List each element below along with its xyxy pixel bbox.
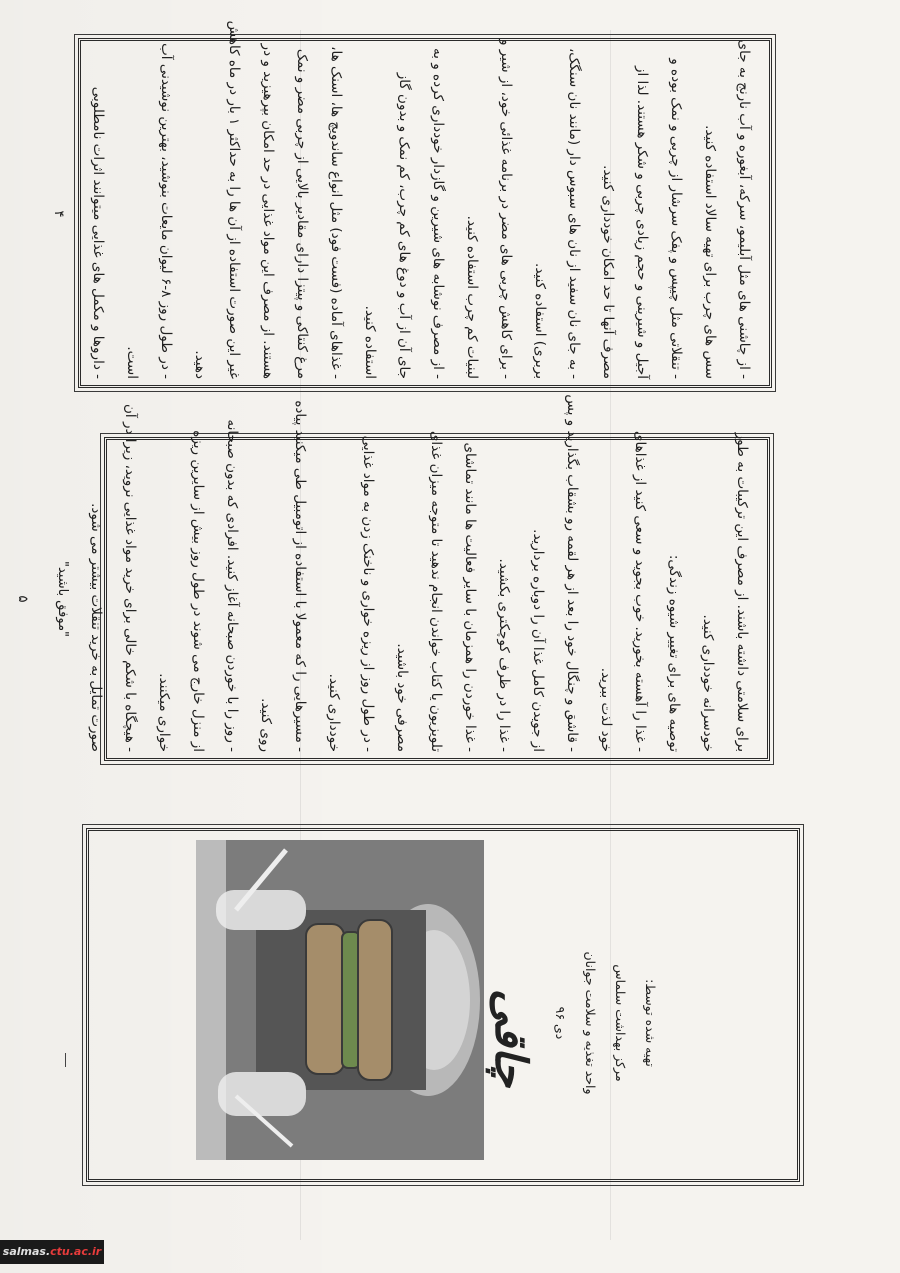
credits-health-center: مرکز بهداشت سلماس (613, 964, 628, 1082)
page-number: ۵ (15, 595, 30, 603)
panel-text-page-4 (41, 20, 761, 379)
panel-text-line: - غذاهای آماده (فست فود) مثل انواع ساندویچ ها، اسنک ها، (328, 46, 344, 379)
panel-text-line: خودداری کنید. (326, 673, 342, 752)
panel-text-line: خود لذت ببرید. (598, 667, 614, 752)
panel-text-line: دهید. (192, 350, 208, 379)
panel-text-line: - در طول روز ۸-۶ لیوان مایعات بنوشید، بهترین نوشیدنی آب (158, 43, 174, 379)
panel-text-line: خواری میکنند. (156, 673, 172, 752)
panel-text-line: - داروها و مکمل های غذایی میتوانند اثرات نامطلوبی (90, 86, 106, 379)
panel-text-line: - در طول روز از ریزه خواری و ناخنک زدن به مواد غذایی (360, 435, 376, 752)
panel-text-line: غیر این صورت استفاده از آن ها را به حداکثر ۱ بار در ماه کاهش (226, 20, 242, 379)
panel-text-line: - قاشق و چنگال خود را بعد از هر لقمه رو بشقاب بگذارید و پس (564, 394, 580, 752)
panel-text-line: بربری) استفاده کنید. (532, 263, 548, 379)
panel-text-line: - روز را با خوردن صبحانه آغاز کنید. افرادی که بدون صبحانه (224, 419, 240, 752)
panel-text-line: استفاده کنید. (362, 305, 378, 379)
panel-text-line: روی کنید. (258, 698, 274, 752)
watermark-domain: ctu.ac.ir (50, 1245, 102, 1258)
panel-text-line: هستند. از مصرف این مواد غذایی در حد امکان بپرهیزید و در (260, 43, 276, 379)
panel-text-line: خودسرانه خودداری کنید. (700, 614, 716, 752)
brochure-panel-page-5 (15, 394, 770, 761)
panel-text-line: - تنقلاتی مثل چیپس و پفک سرشار از چربی و نمک بوده و (668, 58, 684, 379)
credits-prepared-by: تهیه شده توسط: (643, 979, 658, 1067)
panel-text-line: توصیه های برای تغییر شیوه زندگی: (666, 554, 682, 752)
panel-text-line: از جویدن کامل غذا آن را دوباره بردارید. (530, 529, 546, 752)
panel-text-line: - هیچگاه با شکم خالی برای خرید مواد غذایی نروید، زیرا در آن (122, 404, 138, 752)
panel-text-line: - غذا را آهسته بخورید. خوب بجوید و سعی کنید از غذاهای (632, 430, 648, 752)
panel-text-line: است. (124, 346, 140, 379)
panel-text-line: از منزل خارج می شوند در طول روز بیش از سایرین ریزه (190, 430, 206, 752)
cover-photo-eating-man (196, 840, 484, 1160)
cover-credits (545, 898, 665, 1148)
panel-text-line: - غذا را در ظرف کوچکتری بکشید. (496, 558, 512, 752)
panel-text-line: - غذا خوردن را همزمان با سایر فعالیت ها مانند تماشای (462, 442, 478, 752)
panel-text-line: سس های چرب برای تهیه سالاد استفاده کنید. (702, 125, 718, 379)
panel-text-line: - به جای نان سفید از نان های سبوس دار (مانند نان سنگک، (566, 47, 582, 379)
panel-text-line: - مسیرهایی را که معمولا با استفاده از اتومبیل طی میکنید پیاده (292, 400, 308, 752)
panel-text-line: - از چاشنی های مثل آبلیمو، سرکه، آبغوره و آب نارنج به جای (736, 39, 752, 379)
panel-text-line: لبنیات کم چرب استفاده کنید. (464, 215, 480, 379)
panel-text-line: - از مصرف نوشابه های شیرین و گازدار خودداری کرده و به (430, 47, 446, 379)
brochure-panel-page-4 (51, 20, 772, 388)
panel-text-line: برای سلامتی داشته باشند. از مصرف این ترکیبات به طور (734, 432, 750, 752)
credits-unit: واحد تغذیه و سلامت جوانان (583, 951, 598, 1095)
panel-text-line: جای آن از آب و دوغ های کم چرب، کم نمک و بدون گاز (396, 72, 412, 379)
panel-text-line: مصرفی خود باشید. (394, 643, 410, 752)
panel-text-line: آجیل و شیرینی و حجم زیادی چربی و شکر هستند. لذا از (634, 65, 650, 379)
panel-text-page-5 (5, 394, 759, 752)
panel-text-line: تلویزیون یا کتاب خواندن انجام ندهید تا متوجه میزان غذای (428, 430, 444, 752)
page-number: ۴ (51, 210, 66, 218)
panel-text-line: - برای کاهش چربی های مضر در برنامه غذائی خود، از شیر و (498, 38, 514, 379)
credits-date: دی ۹۶ (553, 1006, 568, 1040)
fold-tick-mark (65, 1053, 66, 1067)
closing-wish: "موفق باشید" (55, 560, 70, 638)
cover-title: چاقی (485, 988, 536, 1088)
cover-title-wrap (485, 968, 535, 1108)
panel-text-line: مرغ کنتاکی و پیتزا دارای مقادیر بالایی از چربی مضر و نمک (294, 48, 310, 379)
watermark-prefix: salmas. (2, 1245, 51, 1258)
panel-text-line: مصرف آنها تا حد امکان خودداری کنید. (600, 165, 616, 379)
cover-photo-illustration (196, 840, 484, 1160)
site-watermark (0, 1240, 104, 1264)
panel-text-line: صورت تمایل به خرید تنقلات بیشتر می شود. (88, 503, 104, 752)
